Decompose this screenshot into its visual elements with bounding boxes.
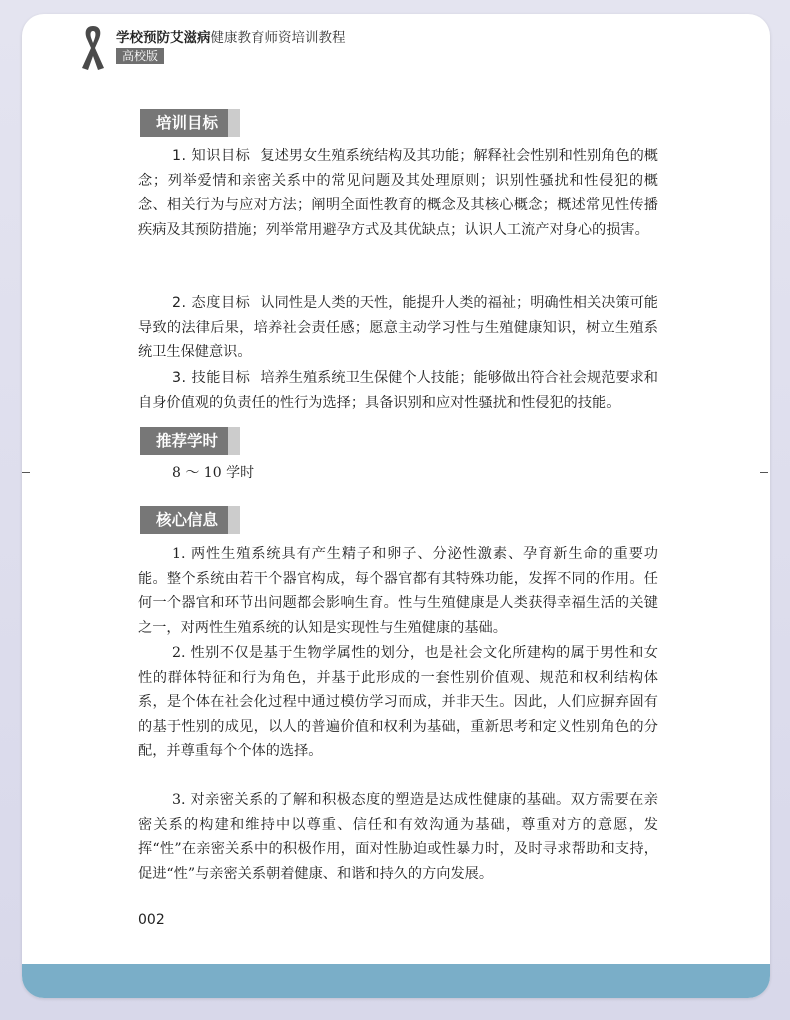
core-info-1: 1. 两性生殖系统具有产生精子和卵子、分泌性激素、孕育新生命的重要功能。整个系统由若干个器官构成，每个器官都有其特殊功能，发挥不同的作用。任何一个器官和环节出问题都会影响生育。性与生殖健康是人类获得幸福生活的关键之一，对两性生殖系统的认知是实现性与生殖健康的基础。 — [138, 546, 658, 636]
header-title-bold: 学校预防艾滋病 — [116, 30, 211, 46]
objective-text: 培养生殖系统卫生保健个人技能；能够做出符合社会规范要求和自身价值观的负责任的性行为选择；具备识别和应对性骚扰和性侵犯的技能。 — [138, 370, 658, 411]
book-page — [22, 14, 770, 998]
header-title-rest: 健康教育师资培训教程 — [210, 30, 346, 46]
objective-skill — [138, 366, 658, 415]
awareness-ribbon-icon — [76, 22, 110, 74]
core-info-2: 2. 性别不仅是基于生物学属性的划分，也是社会文化所建构的属于男性和女性的群体特征和行为角色，并基于此形成的一套性别价值观、规范和权利结构体系，是个体在社会化过程中通过模仿学习而成，并非天生。因此，人们应摒弃固有的基于性别的成见，以人的普遍价值和权利为基础，重新思考和定义性别角色的分配，并尊重每个个体的选择。 — [138, 645, 658, 759]
objective-text: 认同性是人类的天性，能提升人类的福祉；明确性相关决策可能导致的法律后果，培养社会责任感；愿意主动学习性与生殖健康知识，树立生殖系统卫生保健意识。 — [138, 295, 658, 360]
edition-badge: 高校版 — [116, 48, 164, 64]
running-header-title — [116, 26, 346, 46]
objective-label: 3. 技能目标 — [172, 370, 251, 386]
section-title-objectives: 培训目标 — [140, 109, 240, 137]
bottom-color-band — [22, 964, 770, 998]
core-info-3: 3. 对亲密关系的了解和积极态度的塑造是达成性健康的基础。双方需要在亲密关系的构建和维持中以尊重、信任和有效沟通为基础，尊重对方的意愿，发挥“性”在亲密关系中的积极作用，面对性胁迫或性暴力时，及时寻求帮助和支持，促进“性”与亲密关系朝着健康、和谐和持久的方向发展。 — [138, 792, 658, 882]
page-number: 002 — [138, 912, 165, 928]
objective-text: 复述男女生殖系统结构及其功能；解释社会性别和性别角色的概念；列举爱情和亲密关系中的常见问题及其处理原则；识别性骚扰和性侵犯的概念、相关行为与应对方法；阐明全面性教育的概念及其核心概念；概述常见性传播疾病及其预防措施；列举常用避孕方式及其优缺点；认识人工流产对身心的损害。 — [138, 148, 658, 238]
objective-label: 1. 知识目标 — [172, 148, 251, 164]
objective-label: 2. 态度目标 — [172, 295, 251, 311]
section-title-hours: 推荐学时 — [140, 427, 240, 455]
section-title-core: 核心信息 — [140, 506, 240, 534]
crop-mark — [22, 472, 30, 473]
recommended-hours: 8 ～ 10 学时 — [172, 465, 255, 481]
objective-knowledge — [138, 144, 658, 242]
objective-attitude — [138, 291, 658, 365]
crop-mark — [760, 472, 768, 473]
